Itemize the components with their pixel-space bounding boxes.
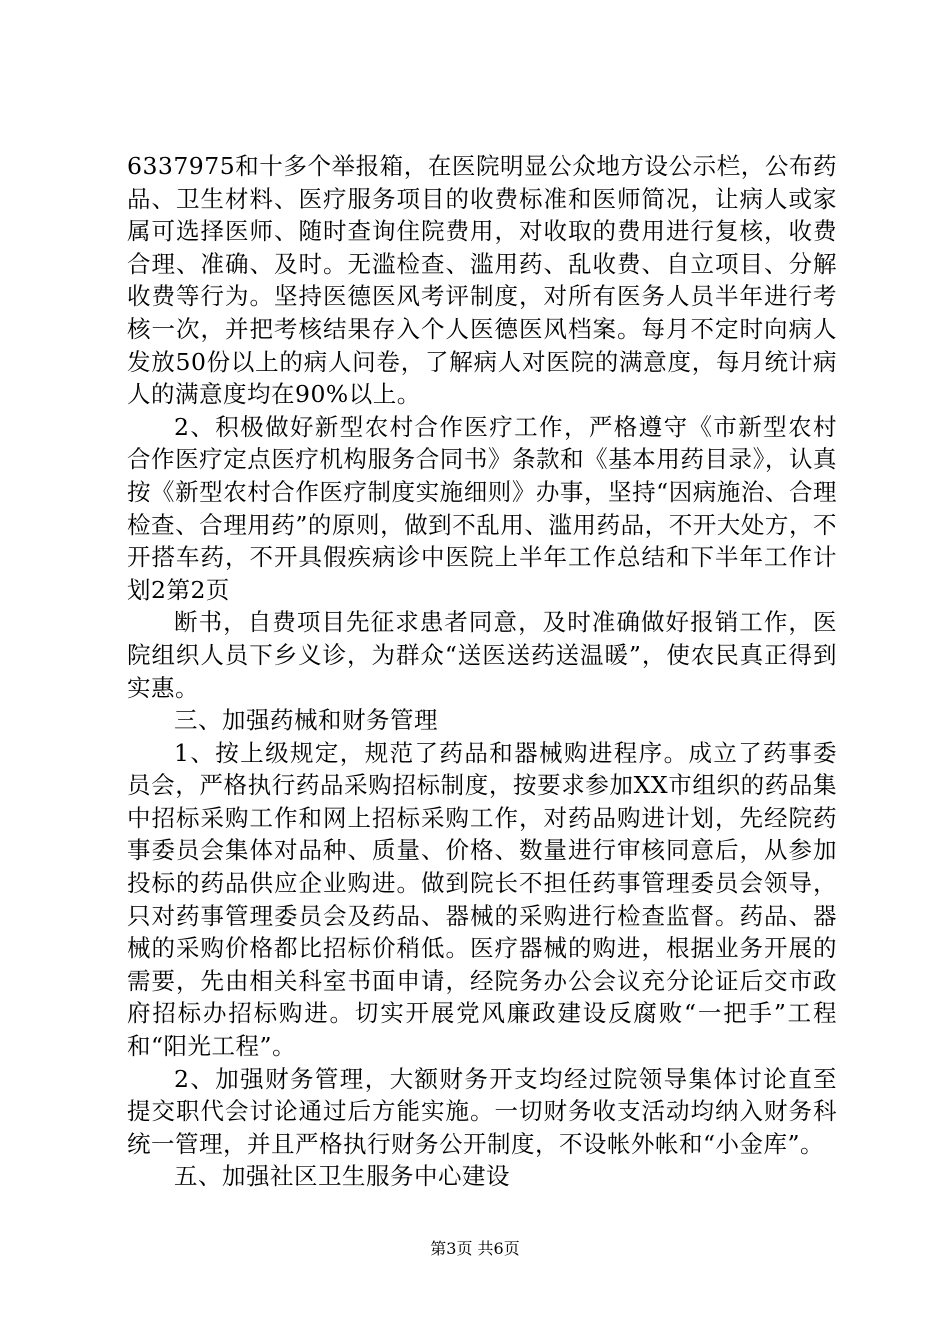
- document-body: [127, 150, 837, 1193]
- paragraph-drug-procurement: 1、按上级规定，规范了药品和器械购进程序。成立了药事委员会，严格执行药品采购招标制度，按要求参加XX市组织的药品集中招标采购工作和网上招标采购工作，对药品购进计划，先经院药事委员会集体对品种、质量、价格、数量进行审核同意后，从参加投标的药品供应企业购进。做到院长不担任药事管理委员会领导，只对药事管理委员会及药品、器械的采购进行检查监督。药品、器械的采购价格都比招标价稍低。医疗器械的购进，根据业务开展的需要，先由相关科室书面申请，经院务办公会议充分论证后交市政府招标办招标购进。切实开展党风廉政建设反腐败“一把手”工程和“阳光工程”。: [127, 738, 837, 1061]
- paragraph-diagnosis-certificate: 断书，自费项目先征求患者同意，及时准确做好报销工作，医院组织人员下乡义诊，为群众“送医送药送温暖”，使农民真正得到实惠。: [127, 608, 837, 702]
- page-footer: [0, 1238, 950, 1260]
- paragraph-rural-cooperative-medical: 2、积极做好新型农村合作医疗工作，严格遵守《市新型农村合作医疗定点医疗机构服务合同书》条款和《基本用药目录》，认真按《新型农村合作医疗制度实施细则》办事，坚持“因病施治、合理检查、合理用药”的原则，做到不乱用、滥用药品，不开大处方，不开搭车药，不开具假疾病诊中医院上半年工作总结和下半年工作计划2第2页: [127, 412, 837, 604]
- section-heading-drug-finance: 三、加强药械和财务管理: [174, 706, 438, 735]
- page-number-label: 第3页 共6页: [430, 1239, 520, 1258]
- paragraph-continuation: 6337975和十多个举报箱，在医院明显公众地方设公示栏，公布药品、卫生材料、医疗服务项目的收费标准和医师简况，让病人或家属可选择医师、随时查询住院费用，对收取的费用进行复核，收费合理、准确、及时。无滥检查、滥用药、乱收费、自立项目、分解收费等行为。坚持医德医风考评制度，对所有医务人员半年进行考核一次，并把考核结果存入个人医德医风档案。每月不定时向病人发放50份以上的病人问卷，了解病人对医院的满意度，每月统计病人的满意度均在90%以上。: [127, 152, 837, 409]
- paragraph-finance-management: 2、加强财务管理，大额财务开支均经过院领导集体讨论直至提交职代会讨论通过后方能实施。一切财务收支活动均纳入财务科统一管理，并且严格执行财务公开制度，不设帐外帐和“小金库”。: [127, 1064, 837, 1158]
- section-heading-community-health: 五、加强社区卫生服务中心建设: [174, 1162, 510, 1191]
